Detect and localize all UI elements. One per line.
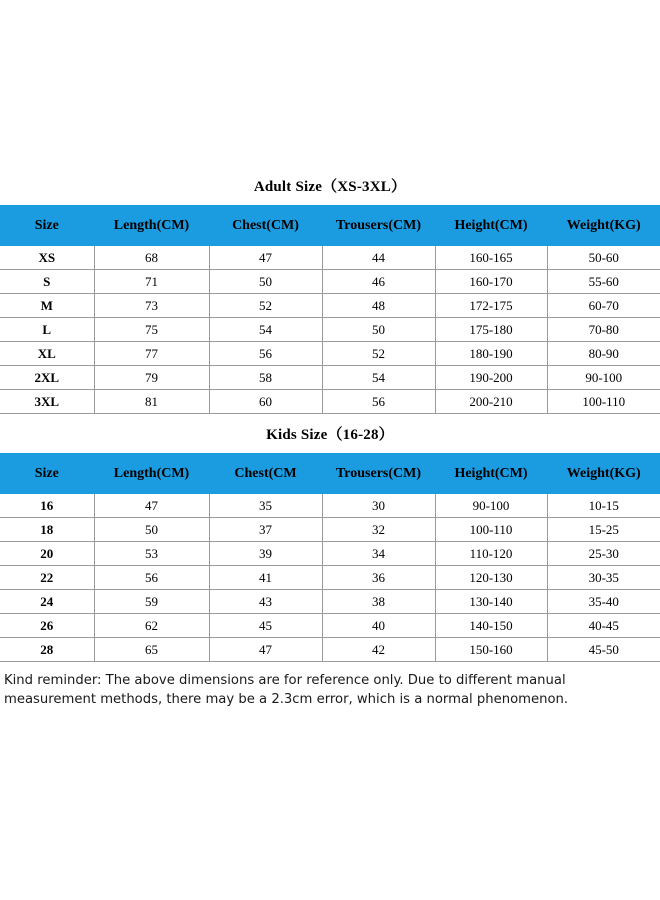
adult-size-table [0, 205, 660, 414]
cell-size: 24 [0, 590, 94, 614]
cell-weight: 60-70 [547, 294, 660, 318]
table-header-row [0, 454, 660, 494]
cell-length: 62 [94, 614, 209, 638]
cell-height: 130-140 [435, 590, 547, 614]
kids-size-table-title: Kids Size（16-28） [266, 427, 394, 443]
table-header-row [0, 206, 660, 246]
cell-length: 53 [94, 542, 209, 566]
cell-length: 79 [94, 366, 209, 390]
kind-reminder-text: Kind reminder: The above dimensions are for reference only. Due to different manual measurement methods, there may be a 2.3cm error, which is a normal phenomenon. [4, 673, 569, 708]
cell-height: 180-190 [435, 342, 547, 366]
cell-trousers: 40 [322, 614, 435, 638]
size-chart-content [0, 175, 660, 709]
table-row [0, 246, 660, 270]
cell-trousers: 52 [322, 342, 435, 366]
cell-chest: 58 [209, 366, 322, 390]
cell-weight: 40-45 [547, 614, 660, 638]
column-header-trousers: Trousers(CM) [322, 206, 435, 246]
cell-height: 175-180 [435, 318, 547, 342]
cell-weight: 45-50 [547, 638, 660, 662]
cell-trousers: 36 [322, 566, 435, 590]
cell-height: 120-130 [435, 566, 547, 590]
cell-size: 26 [0, 614, 94, 638]
kids-table-header [0, 454, 660, 494]
table-row [0, 270, 660, 294]
cell-size: 28 [0, 638, 94, 662]
cell-height: 160-170 [435, 270, 547, 294]
column-header-chest: Chest(CM [209, 454, 322, 494]
cell-trousers: 44 [322, 246, 435, 270]
cell-size: 3XL [0, 390, 94, 414]
cell-trousers: 46 [322, 270, 435, 294]
cell-size: XL [0, 342, 94, 366]
table-row [0, 590, 660, 614]
cell-weight: 100-110 [547, 390, 660, 414]
table-row [0, 318, 660, 342]
cell-length: 56 [94, 566, 209, 590]
column-header-weight: Weight(KG) [547, 454, 660, 494]
cell-height: 110-120 [435, 542, 547, 566]
cell-size: 20 [0, 542, 94, 566]
cell-chest: 45 [209, 614, 322, 638]
cell-height: 200-210 [435, 390, 547, 414]
column-header-height: Height(CM) [435, 454, 547, 494]
cell-height: 140-150 [435, 614, 547, 638]
column-header-weight: Weight(KG) [547, 206, 660, 246]
cell-length: 68 [94, 246, 209, 270]
cell-chest: 35 [209, 494, 322, 518]
table-row [0, 566, 660, 590]
cell-weight: 90-100 [547, 366, 660, 390]
cell-trousers: 30 [322, 494, 435, 518]
cell-chest: 39 [209, 542, 322, 566]
cell-chest: 43 [209, 590, 322, 614]
table-row [0, 638, 660, 662]
table-row [0, 614, 660, 638]
cell-chest: 56 [209, 342, 322, 366]
cell-trousers: 32 [322, 518, 435, 542]
cell-weight: 15-25 [547, 518, 660, 542]
cell-weight: 80-90 [547, 342, 660, 366]
cell-trousers: 42 [322, 638, 435, 662]
cell-size: S [0, 270, 94, 294]
cell-chest: 52 [209, 294, 322, 318]
cell-chest: 37 [209, 518, 322, 542]
table-row [0, 494, 660, 518]
cell-trousers: 34 [322, 542, 435, 566]
cell-length: 73 [94, 294, 209, 318]
cell-length: 81 [94, 390, 209, 414]
column-header-chest: Chest(CM) [209, 206, 322, 246]
cell-weight: 30-35 [547, 566, 660, 590]
cell-chest: 54 [209, 318, 322, 342]
cell-weight: 50-60 [547, 246, 660, 270]
cell-length: 65 [94, 638, 209, 662]
adult-table-header [0, 206, 660, 246]
column-header-size: Size [0, 206, 94, 246]
cell-trousers: 48 [322, 294, 435, 318]
adult-table-body [0, 246, 660, 414]
cell-chest: 41 [209, 566, 322, 590]
cell-length: 47 [94, 494, 209, 518]
cell-height: 150-160 [435, 638, 547, 662]
cell-length: 77 [94, 342, 209, 366]
table-row [0, 542, 660, 566]
cell-trousers: 38 [322, 590, 435, 614]
cell-height: 100-110 [435, 518, 547, 542]
cell-chest: 60 [209, 390, 322, 414]
cell-chest: 50 [209, 270, 322, 294]
table-row [0, 366, 660, 390]
cell-length: 59 [94, 590, 209, 614]
table-row [0, 518, 660, 542]
table-row [0, 294, 660, 318]
cell-weight: 70-80 [547, 318, 660, 342]
cell-height: 190-200 [435, 366, 547, 390]
cell-length: 71 [94, 270, 209, 294]
cell-trousers: 56 [322, 390, 435, 414]
cell-height: 172-175 [435, 294, 547, 318]
cell-size: 2XL [0, 366, 94, 390]
table-row [0, 342, 660, 366]
cell-trousers: 54 [322, 366, 435, 390]
table-row [0, 390, 660, 414]
column-header-size: Size [0, 454, 94, 494]
cell-size: L [0, 318, 94, 342]
cell-length: 50 [94, 518, 209, 542]
cell-length: 75 [94, 318, 209, 342]
cell-size: 16 [0, 494, 94, 518]
adult-size-table-title: Adult Size（XS-3XL） [253, 179, 407, 195]
cell-size: M [0, 294, 94, 318]
cell-weight: 10-15 [547, 494, 660, 518]
cell-height: 90-100 [435, 494, 547, 518]
cell-weight: 55-60 [547, 270, 660, 294]
cell-chest: 47 [209, 638, 322, 662]
cell-size: XS [0, 246, 94, 270]
column-header-height: Height(CM) [435, 206, 547, 246]
kids-table-body [0, 494, 660, 662]
column-header-length: Length(CM) [94, 454, 209, 494]
kids-size-table [0, 453, 660, 662]
cell-size: 18 [0, 518, 94, 542]
cell-weight: 35-40 [547, 590, 660, 614]
column-header-length: Length(CM) [94, 206, 209, 246]
cell-trousers: 50 [322, 318, 435, 342]
cell-weight: 25-30 [547, 542, 660, 566]
cell-size: 22 [0, 566, 94, 590]
cell-height: 160-165 [435, 246, 547, 270]
cell-chest: 47 [209, 246, 322, 270]
column-header-trousers: Trousers(CM) [322, 454, 435, 494]
